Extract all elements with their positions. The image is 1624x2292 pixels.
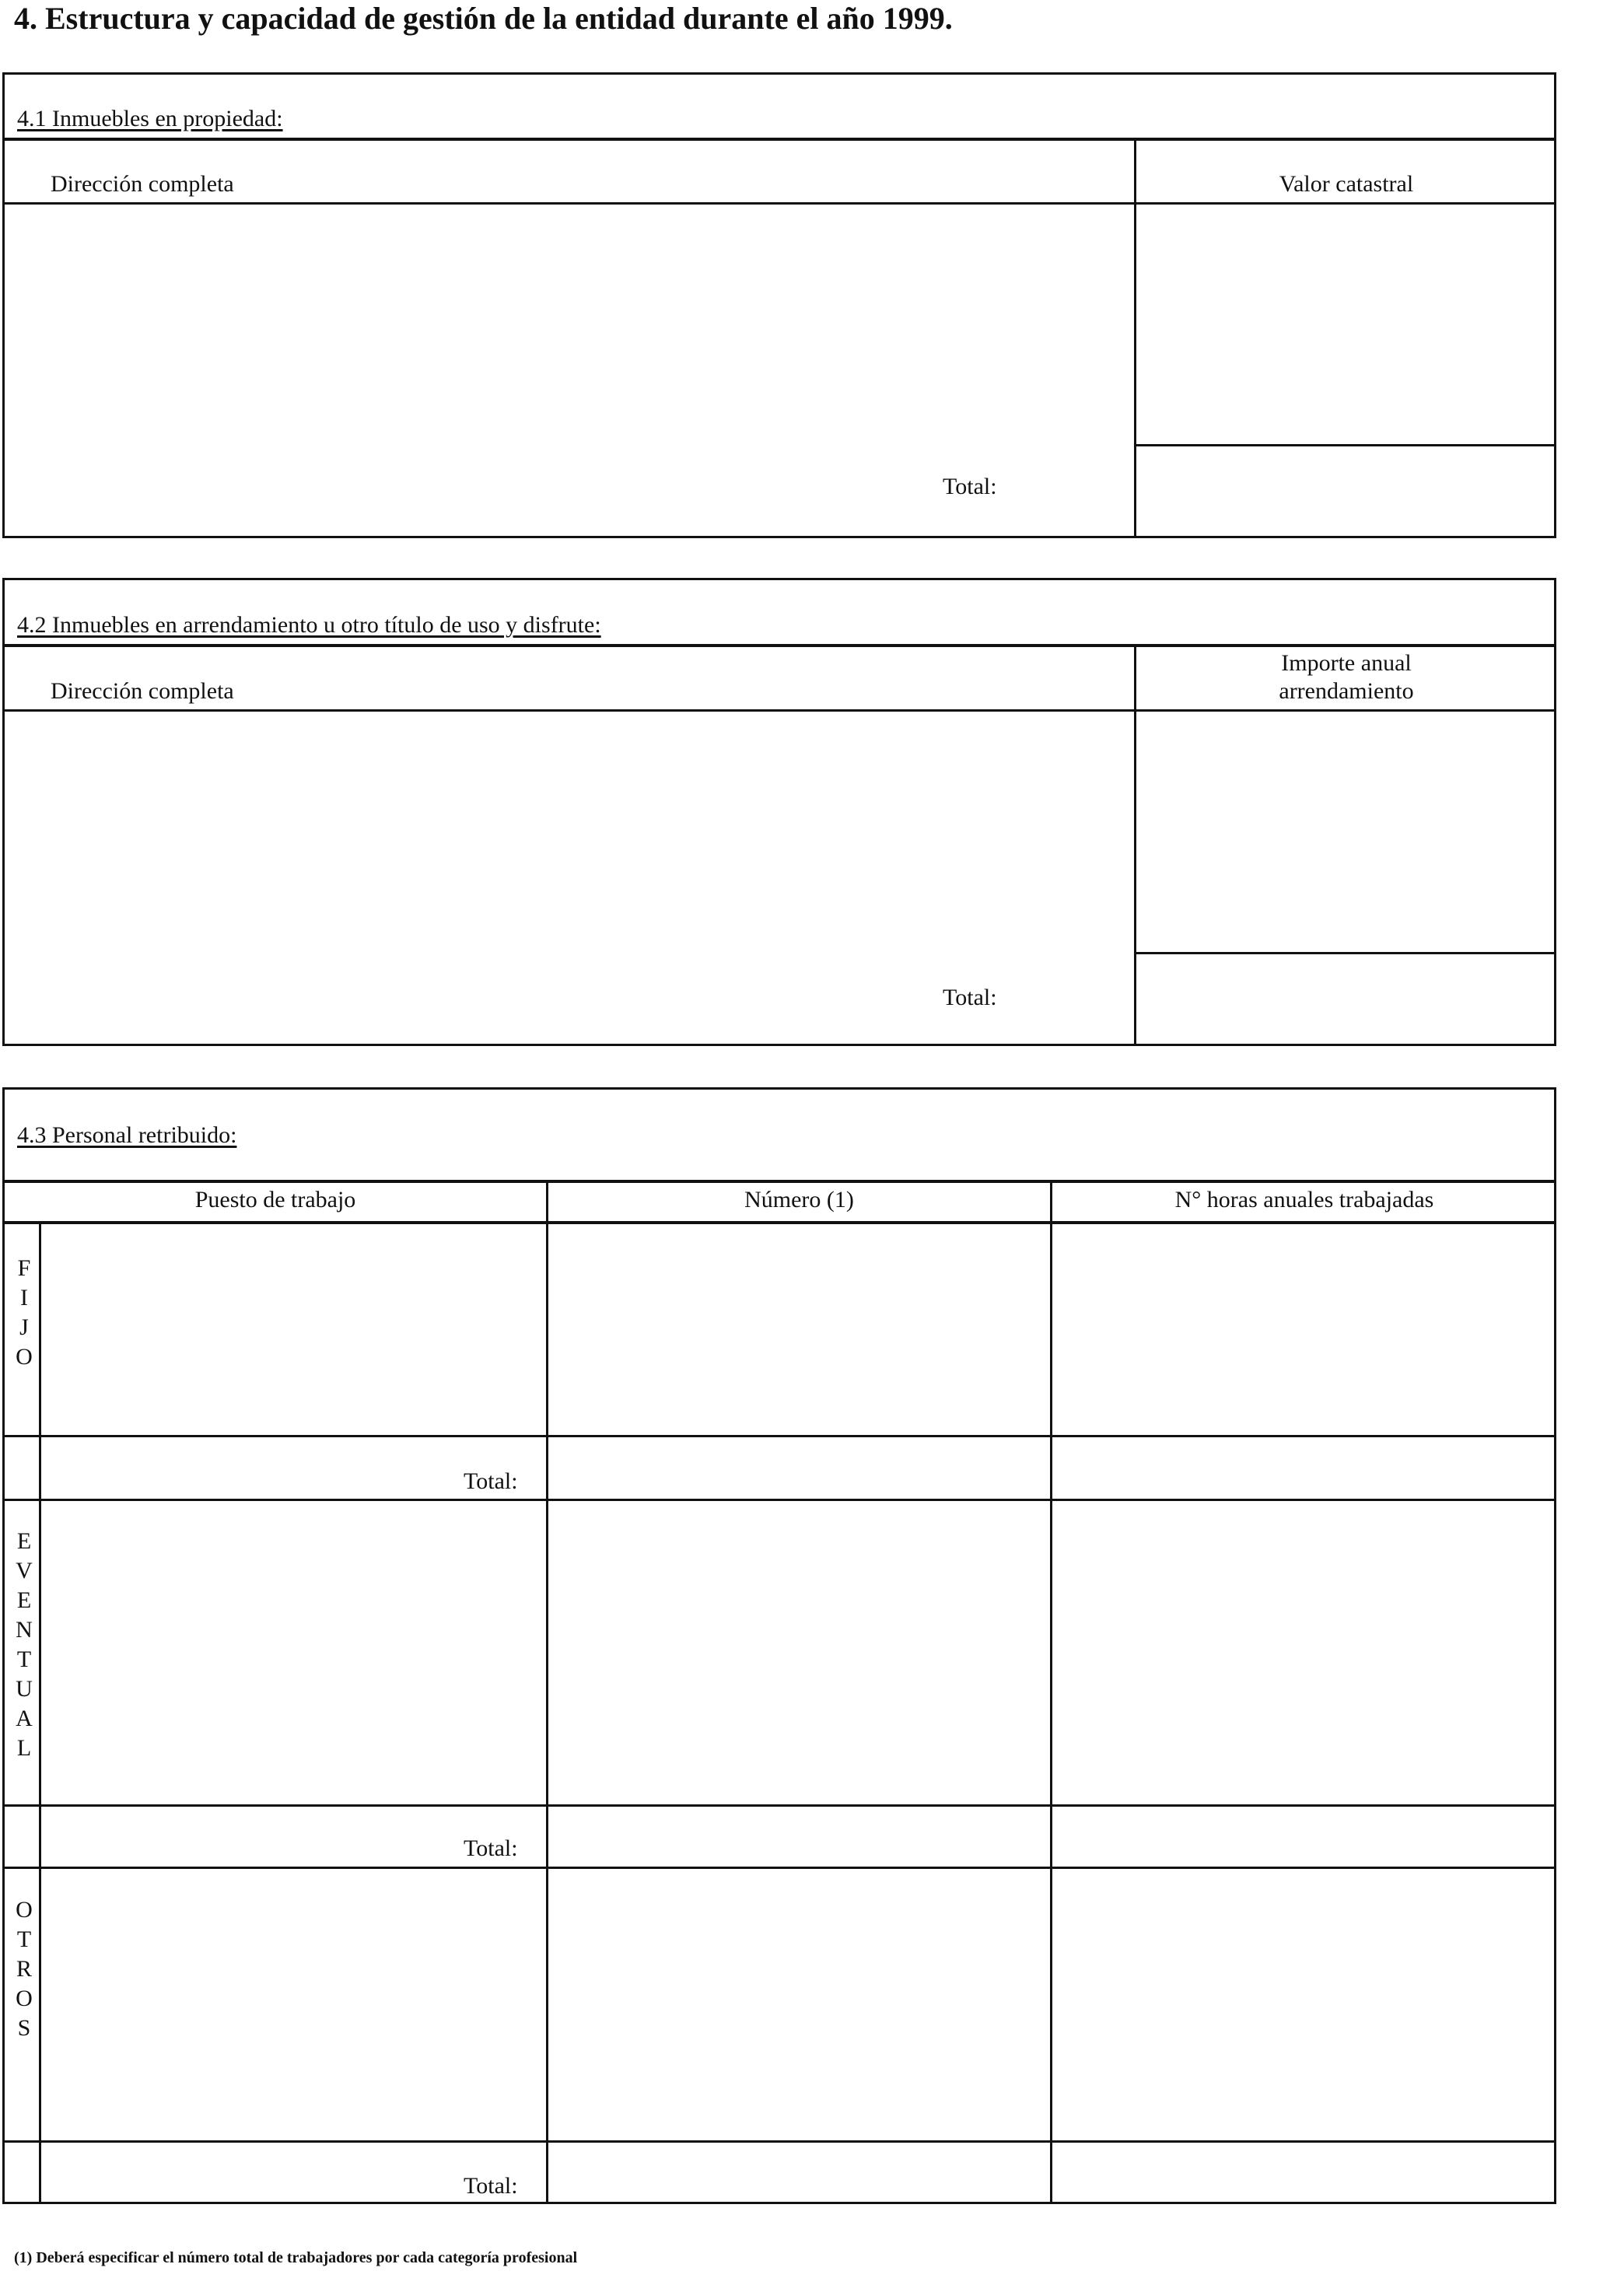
divider (2, 1221, 1556, 1224)
otros-horas-cell[interactable] (1052, 1869, 1554, 2140)
eventual-puesto-cell[interactable] (41, 1501, 546, 1804)
fijo-puesto-cell[interactable] (41, 1226, 546, 1435)
otros-total-horas-cell[interactable] (1052, 2143, 1554, 2202)
header-importe-anual: Importe anual (1281, 650, 1412, 676)
fijo-horas-cell[interactable] (1052, 1226, 1554, 1435)
eventual-total-numero-cell[interactable] (548, 1807, 1050, 1867)
eventual-horas-cell[interactable] (1052, 1501, 1554, 1804)
section-4-2-heading: 4.2 Inmuebles en arrendamiento u otro título de uso y disfrute: (17, 612, 601, 638)
eventual-total-horas-cell[interactable] (1052, 1807, 1554, 1867)
header-arrendamiento: arrendamiento (1279, 678, 1414, 704)
total-value-field[interactable] (1136, 446, 1554, 536)
eventual-numero-cell[interactable] (548, 1501, 1050, 1804)
total-value-field[interactable] (1136, 954, 1554, 1044)
group-label-otros: O T R O S (16, 1897, 33, 2041)
rent-entry-area[interactable] (1136, 712, 1554, 950)
divider (2, 138, 1556, 141)
section-4-3-heading: 4.3 Personal retribuido: (17, 1122, 237, 1148)
footnote: (1) Deberá especificar el número total de trabajadores por cada categoría profesional (14, 2249, 578, 2266)
fijo-total-horas-cell[interactable] (1052, 1437, 1554, 1499)
page-title: 4. Estructura y capacidad de gestión de la entidad durante el año 1999. (14, 1, 953, 36)
total-label-otros: Total: (464, 2173, 518, 2199)
total-label: Total: (943, 985, 997, 1010)
fijo-numero-cell[interactable] (548, 1226, 1050, 1435)
total-label-fijo: Total: (464, 1468, 518, 1494)
header-direccion-completa: Dirección completa (51, 678, 234, 704)
section-4-1-heading: 4.1 Inmuebles en propiedad: (17, 106, 283, 131)
divider (2, 1180, 1556, 1183)
address-entry-area[interactable] (5, 712, 1132, 1044)
header-valor-catastral: Valor catastral (1279, 171, 1414, 197)
header-numero: Número (1) (744, 1187, 854, 1212)
group-label-fijo: F I J O (16, 1255, 33, 1370)
fijo-total-numero-cell[interactable] (548, 1437, 1050, 1499)
value-entry-area[interactable] (1136, 205, 1554, 443)
header-horas-anuales: N° horas anuales trabajadas (1174, 1187, 1434, 1212)
divider (2, 644, 1556, 647)
otros-puesto-cell[interactable] (41, 1869, 546, 2140)
group-label-eventual: E V E N T U A L (16, 1528, 33, 1761)
otros-numero-cell[interactable] (548, 1869, 1050, 2140)
total-label: Total: (943, 474, 997, 499)
total-label-eventual: Total: (464, 1835, 518, 1861)
header-direccion-completa: Dirección completa (51, 171, 234, 197)
address-entry-area[interactable] (5, 205, 1132, 536)
otros-total-numero-cell[interactable] (548, 2143, 1050, 2202)
header-puesto-de-trabajo: Puesto de trabajo (194, 1187, 356, 1212)
